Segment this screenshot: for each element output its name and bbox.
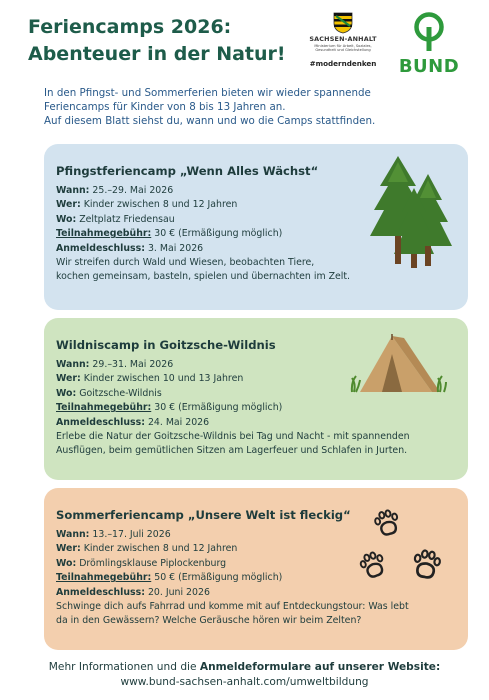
camp-card-pfingst xyxy=(44,144,468,310)
camp-title: Wildniscamp in Goitzsche-Wildnis xyxy=(56,338,276,352)
description-line: Ausflügen, beim gemütlichen Sitzen am Lagerfeuer und Schlafen in Jurten. xyxy=(56,445,408,457)
footer-info xyxy=(0,660,489,675)
fee-value: 30 € (Ermäßigung möglich) xyxy=(154,402,283,414)
paw-prints-icon xyxy=(358,498,450,588)
when-value: 25.–29. Mai 2026 xyxy=(92,185,174,196)
who-value: Kinder zwischen 8 und 12 Jahren xyxy=(83,543,238,555)
pine-trees-icon xyxy=(368,152,454,270)
description-line: da in den Gewässern? Welche Geräusche hören wir beim Zelten? xyxy=(56,615,362,627)
camp-deadline xyxy=(56,416,456,430)
bund-logo xyxy=(394,12,464,77)
footer xyxy=(0,660,489,690)
website-link[interactable]: www.bund-sachsen-anhalt.com/umweltbildung xyxy=(120,676,369,688)
camp-fee xyxy=(56,401,456,415)
bund-tree-icon xyxy=(411,12,447,52)
deadline-label: Anmeldeschluss: xyxy=(56,586,145,598)
fee-value: 50 € (Ermäßigung möglich) xyxy=(154,572,283,584)
fee-label: Teilnahmegebühr: xyxy=(56,402,152,414)
camp-description xyxy=(56,600,456,629)
when-label: Wann: xyxy=(56,359,90,370)
fee-label: Teilnahmegebühr: xyxy=(56,572,152,584)
description-line: Erlebe die Natur der Goitzsche-Wildnis bei Tag und Nacht - mit spannenden xyxy=(56,431,410,443)
sachsen-anhalt-logo xyxy=(305,12,381,68)
who-label: Wer: xyxy=(56,199,81,211)
fee-label: Teilnahmegebühr: xyxy=(56,228,152,240)
deadline-value: 3. Mai 2026 xyxy=(147,242,204,254)
who-label: Wer: xyxy=(56,543,81,555)
footer-bold: Anmeldeformulare auf unserer Website: xyxy=(199,661,441,673)
intro-line: Auf diesem Blatt siehst du, wann und wo die Camps stattfinden. xyxy=(44,115,376,127)
deadline-label: Anmeldeschluss: xyxy=(56,242,145,254)
title-line-1: Feriencamps 2026: xyxy=(28,16,232,38)
intro-text xyxy=(44,86,464,128)
camp-card-sommer xyxy=(44,488,468,650)
intro-line: Feriencamps für Kinder von 8 bis 13 Jahren an. xyxy=(44,101,286,113)
when-label: Wann: xyxy=(56,185,90,196)
fee-value: 30 € (Ermäßigung möglich) xyxy=(154,228,283,240)
where-value: Zeltplatz Friedensau xyxy=(79,213,175,225)
where-label: Wo: xyxy=(56,387,77,399)
when-value: 13.–17. Juli 2026 xyxy=(92,529,171,540)
when-value: 29.–31. Mai 2026 xyxy=(92,359,174,370)
where-value: Goitzsche-Wildnis xyxy=(79,387,162,399)
where-value: Drömlingsklause Piplockenburg xyxy=(79,557,227,569)
description-line: Wir streifen durch Wald und Wiesen, beobachten Tiere, xyxy=(56,257,315,269)
title-line-2: Abenteuer in der Natur! xyxy=(28,43,286,65)
footer-prefix: Mehr Informationen und die xyxy=(48,661,200,673)
where-label: Wo: xyxy=(56,213,77,225)
deadline-label: Anmeldeschluss: xyxy=(56,416,145,428)
deadline-value: 24. Mai 2026 xyxy=(147,416,210,428)
camp-title: Pfingstferiencamp „Wenn Alles Wächst“ xyxy=(56,164,319,178)
description-line: Schwinge dich aufs Fahrrad und komme mit auf Entdeckungstour: Was lebt xyxy=(56,601,409,613)
deadline-value: 20. Juni 2026 xyxy=(147,586,210,598)
sa-name: SACHSEN-ANHALT xyxy=(309,35,377,43)
who-label: Wer: xyxy=(56,373,81,385)
who-value: Kinder zwischen 8 und 12 Jahren xyxy=(83,199,238,211)
intro-line: In den Pfingst- und Sommerferien bieten wir wieder spannende xyxy=(44,87,371,99)
sa-ministry: Ministerium für Arbeit, Soziales, Gesundheit und Gleichstellung xyxy=(314,44,372,53)
tent-icon xyxy=(348,332,448,398)
camp-card-wildnis xyxy=(44,318,468,480)
sa-hashtag: #moderndenken xyxy=(309,58,377,68)
page-title xyxy=(28,14,286,68)
camp-title: Sommerferiencamp „Unsere Welt ist fleckig“ xyxy=(56,508,351,522)
who-value: Kinder zwischen 10 und 13 Jahren xyxy=(83,373,244,385)
when-label: Wann: xyxy=(56,529,90,540)
bund-name: BUND xyxy=(398,56,460,77)
camp-description xyxy=(56,430,456,459)
where-label: Wo: xyxy=(56,557,77,569)
coat-of-arms-icon xyxy=(333,12,353,34)
description-line: kochen gemeinsam, basteln, spielen und übernachten im Zelt. xyxy=(56,271,351,283)
